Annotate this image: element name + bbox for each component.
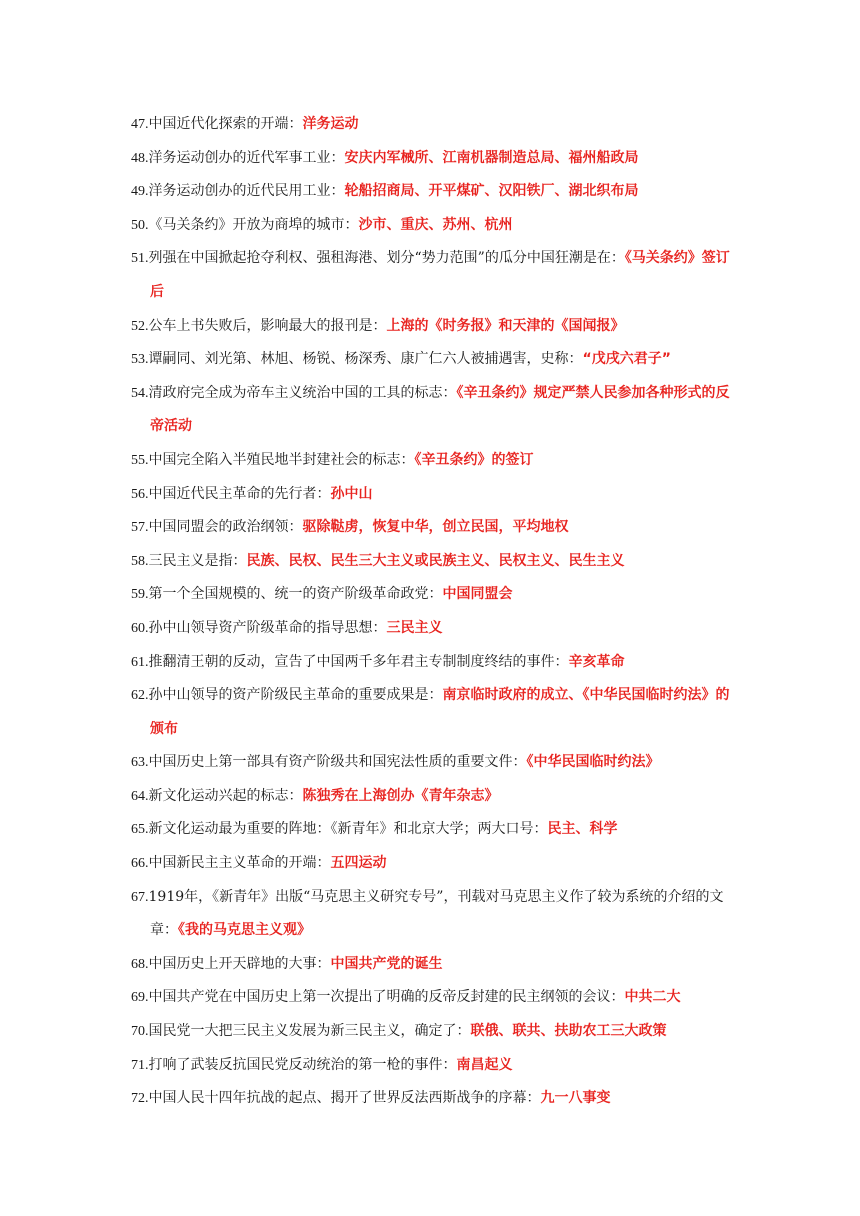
question-text: 中国近代化探索的开端： xyxy=(148,116,303,132)
list-item xyxy=(131,242,736,309)
question-text: 谭嗣同、刘光第、林旭、杨锐、杨深秀、康广仁六人被捕遇害，史称： xyxy=(148,351,583,368)
list-item xyxy=(131,679,736,746)
answer-text: 安庆内军械所、江南机器制造总局、福州船政局 xyxy=(344,149,639,166)
item-number: 50. xyxy=(131,217,149,233)
item-number: 58. xyxy=(131,553,149,569)
answer-text: 《马关条约》签订后 xyxy=(150,250,730,300)
answer-text: 洋务运动 xyxy=(302,116,359,132)
item-number: 69. xyxy=(131,990,149,1006)
item-number: 71. xyxy=(131,1057,149,1073)
answer-text: 九一八事变 xyxy=(540,1090,611,1107)
question-text: 新文化运动最为重要的阵地：《新青年》和北京大学；两大口号： xyxy=(148,821,548,838)
answer-text: 中共二大 xyxy=(624,989,681,1006)
answer-text: 陈独秀在上海创办《青年杂志》 xyxy=(302,787,499,804)
question-text: 1919年，《新青年》出版“马克思主义研究专号”，刊载对马克思主义作了较为系统的介绍的文章： xyxy=(148,888,724,939)
list-item xyxy=(131,1015,736,1049)
item-number: 64. xyxy=(131,788,149,804)
answer-text: 《我的马克思主义观》 xyxy=(178,922,311,939)
list-item xyxy=(131,545,736,579)
question-text: 公车上书失败后，影响最大的报刊是： xyxy=(148,317,387,334)
answer-text: 《中华民国临时约法》 xyxy=(526,754,660,771)
list-item xyxy=(131,948,736,982)
item-number: 70. xyxy=(131,1024,149,1040)
answer-text: 辛亥革命 xyxy=(568,653,625,670)
question-text: 洋务运动创办的近代军事工业： xyxy=(148,149,345,166)
answer-text: 民主、科学 xyxy=(547,821,618,838)
question-text: 中国近代民主革命的先行者： xyxy=(148,485,331,502)
answer-text: 《辛丑条约》的签订 xyxy=(414,451,534,468)
list-item xyxy=(131,1082,736,1116)
item-number: 68. xyxy=(131,956,149,972)
question-text: 列强在中国掀起抢夺利权、强租海港、划分“势力范围”的瓜分中国狂潮是在： xyxy=(148,250,625,267)
list-item xyxy=(131,780,736,814)
question-text: 新文化运动兴起的标志： xyxy=(148,787,303,804)
question-text: 中国人民十四年抗战的起点、揭开了世界反法西斯战争的序幕： xyxy=(148,1090,541,1107)
list-item xyxy=(131,175,736,209)
answer-text: 沙市、重庆、苏州、杭州 xyxy=(358,216,513,233)
answer-text: 南昌起义 xyxy=(456,1056,513,1073)
question-text: 中国同盟会的政治纲领： xyxy=(148,519,303,536)
list-item xyxy=(131,578,736,612)
answer-text: 五四运动 xyxy=(330,855,387,872)
answer-text: 中国同盟会 xyxy=(442,586,513,603)
item-number: 60. xyxy=(131,620,149,636)
list-item xyxy=(131,746,736,780)
item-number: 53. xyxy=(131,352,149,368)
item-number: 47. xyxy=(131,117,149,132)
list-item xyxy=(131,1049,736,1083)
item-number: 66. xyxy=(131,856,149,872)
answer-text: “戊戌六君子” xyxy=(582,351,671,368)
list-item xyxy=(131,847,736,881)
item-number: 67. xyxy=(131,889,149,905)
item-number: 65. xyxy=(131,822,149,838)
item-number: 49. xyxy=(131,184,149,200)
question-text: 中国完全陷入半殖民地半封建社会的标志： xyxy=(148,451,415,468)
question-text: 中国共产党在中国历史上第一次提出了明确的反帝反封建的民主纲领的会议： xyxy=(148,989,625,1006)
answer-text: 南京临时政府的成立、《中华民国临时约法》的颁布 xyxy=(150,687,730,737)
question-text: 中国新民主主义革命的开端： xyxy=(148,855,331,872)
item-number: 51. xyxy=(131,251,149,267)
answer-text: 《辛丑条约》规定严禁人民参加各种形式的反帝活动 xyxy=(150,384,730,435)
list-item xyxy=(131,377,736,444)
item-number: 61. xyxy=(131,654,149,670)
answer-text: 上海的《时务报》和天津的《国闻报》 xyxy=(386,317,625,334)
question-text: 清政府完全成为帝车主义统治中国的工具的标志： xyxy=(148,384,457,401)
question-text: 打响了武装反抗国民党反动统治的第一枪的事件： xyxy=(148,1056,457,1073)
list-item xyxy=(131,646,736,680)
item-number: 59. xyxy=(131,587,149,603)
list-item xyxy=(131,813,736,847)
list-item xyxy=(131,343,736,377)
answer-text: 联俄、联共、扶助农工三大政策 xyxy=(470,1023,667,1040)
answer-text: 三民主义 xyxy=(386,619,443,636)
list-item xyxy=(131,881,736,948)
list-item xyxy=(131,478,736,512)
answer-text: 驱除鞑虏，恢复中华，创立民国，平均地权 xyxy=(302,519,569,536)
question-text: 洋务运动创办的近代民用工业： xyxy=(148,183,345,200)
question-text: 《马关条约》开放为商埠的城市： xyxy=(148,216,359,233)
question-text: 孙中山领导的资产阶级民主革命的重要成果是： xyxy=(148,687,443,704)
question-text: 推翻清王朝的反动，宣告了中国两千多年君主专制制度终结的事件： xyxy=(148,653,569,670)
item-number: 56. xyxy=(131,486,149,502)
item-number: 62. xyxy=(131,688,149,704)
item-number: 52. xyxy=(131,318,149,334)
answer-text: 民族、民权、民生三大主义或民族主义、民权主义、民生主义 xyxy=(246,552,625,569)
item-number: 54. xyxy=(131,385,149,401)
answer-text: 孙中山 xyxy=(330,485,373,502)
list-item xyxy=(131,444,736,478)
question-text: 三民主义是指： xyxy=(148,552,247,569)
list-item xyxy=(131,310,736,344)
answer-text: 中国共产党的诞生 xyxy=(330,955,443,972)
answer-text: 轮船招商局、开平煤矿、汉阳铁厂、湖北织布局 xyxy=(344,183,639,200)
question-text: 中国历史上第一部具有资产阶级共和国宪法性质的重要文件： xyxy=(148,754,527,771)
item-number: 55. xyxy=(131,452,149,468)
list-item xyxy=(131,108,736,142)
list-item xyxy=(131,209,736,243)
question-list xyxy=(131,108,736,1116)
list-item xyxy=(131,612,736,646)
item-number: 72. xyxy=(131,1091,149,1107)
question-text: 国民党一大把三民主义发展为新三民主义，确定了： xyxy=(148,1023,471,1040)
list-item xyxy=(131,142,736,176)
question-text: 中国历史上开天辟地的大事： xyxy=(148,955,331,972)
question-text: 第一个全国规模的、统一的资产阶级革命政党： xyxy=(148,586,443,603)
item-number: 48. xyxy=(131,150,149,166)
item-number: 57. xyxy=(131,520,149,536)
list-item xyxy=(131,511,736,545)
list-item xyxy=(131,981,736,1015)
item-number: 63. xyxy=(131,755,149,771)
question-text: 孙中山领导资产阶级革命的指导思想： xyxy=(148,619,387,636)
